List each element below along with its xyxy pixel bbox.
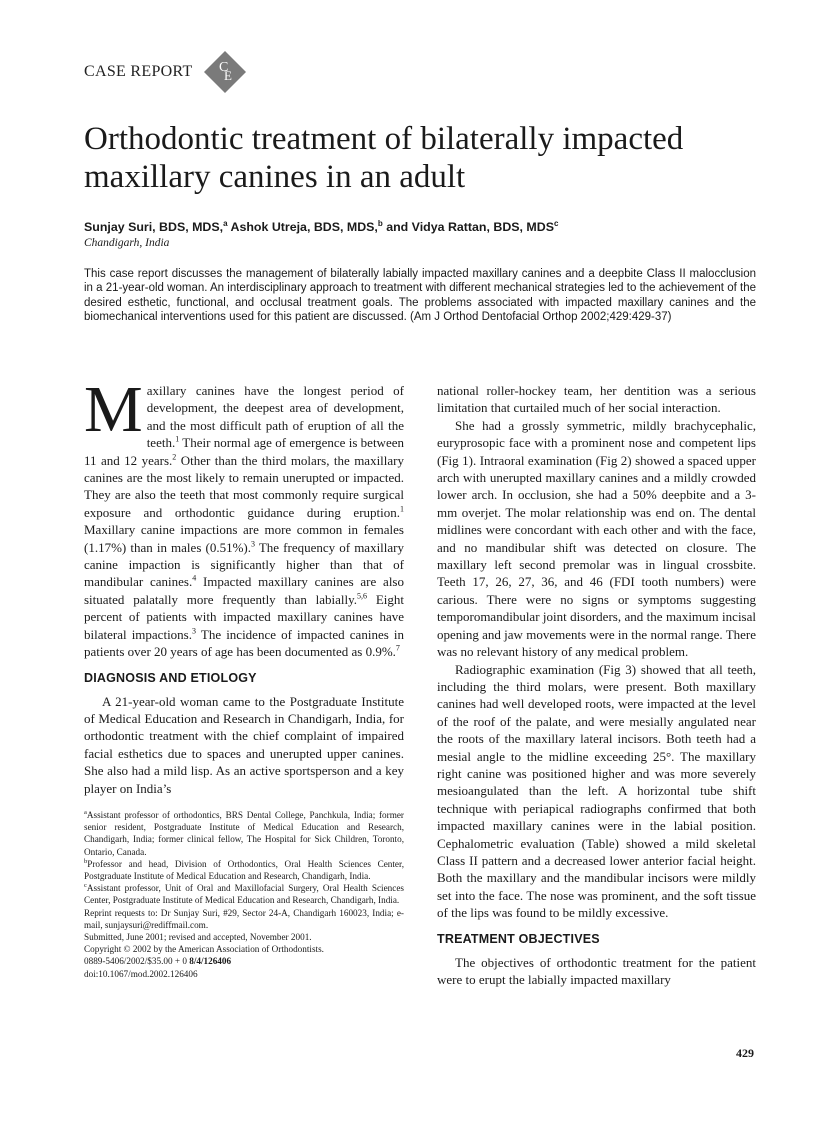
footnote-c: $^c$Assistant professor, Unit of Oral and Maxillofacial Surgery, Oral Health Sciences Center, Postgraduate Institute of Medical Education and Research, Chandigarh, India. [84, 882, 404, 906]
author-1: Sunjay Suri, BDS, MDS, [84, 220, 224, 235]
footnote-b: $^b$Professor and head, Division of Orthodontics, Oral Health Sciences Center, Postgraduate Institute of Medical Education and Research, Chandigarh, India. [84, 857, 404, 881]
page-header [84, 50, 247, 94]
author-3: and Vidya Rattan, BDS, MDS [382, 220, 554, 235]
reprint-requests: Reprint requests to: Dr Sunjay Suri, #29, Sector 24-A, Chandigarh 160023, India; e-mail, sunjaysuri@rediffmail.com. [84, 907, 404, 930]
author-3-marker: c [553, 219, 559, 228]
footnote-a: $^a$Assistant professor of orthodontics, BRS Dental College, Panchkula, India; former senior resident, Postgraduate Institute of Medical Education and Research, Chandigarh, India; former clinical fellow, The Hospital for Sick Children, Toronto, Ontario, Canada. [84, 808, 404, 857]
right-paragraph-2: She had a grossly symmetric, mildly brachycephalic, euryprosopic face with a prominent nose and competent lips (Fig 1). Intraoral examination (Fig 2) showed a spaced upper arch with unerupted maxillary canines and a mildly crowded lower arch. In occlusion, she had a 50% deepbite and a 3-mm overjet. The molar relationship was end on. The dental midlines were concordant with each other and with the face, and no mandibular shift was detected on closure. The maxillary left second premolar was in lingual crossbite. Teeth 17, 26, 27, 36, and 46 (FDI tooth numbers) were carious. There were no signs or symptoms suggesting temporomandibular joint disorders, and the maximum incisal opening and jaw movements were in the normal range. There was no relevant history of any medical problem. [437, 417, 756, 660]
right-column [437, 382, 756, 988]
drop-cap: M [84, 373, 143, 446]
footnotes [84, 809, 404, 980]
author-2: Ashok Utreja, BDS, MDS, [227, 220, 378, 235]
diagnosis-paragraph: A 21-year-old woman came to the Postgraduate Institute of Medical Education and Research in Chandigarh, India, for orthodontic treatment with the chief complaint of impaired facial esthetics due to spaces and unerupted upper canines. She also had a mild lisp. As an active sportsperson and a key player on India’s [84, 693, 404, 796]
right-paragraph-3: Radiographic examination (Fig 3) showed that all teeth, including the third molars, were present. Both maxillary canines had well developed roots, were impacted at the level of the roof of the palate, and were mesially angulated near the roots of the maxillary lateral incisors. Both teeth had a mesial angle to the midline exceeding 25°. The maxillary right canine was positioned higher and was more severely mesioangulated than the left. A horizontal tube shift technique with periapical radiographs confirmed that both impacted maxillary canines were in the labial position. Cephalometric evaluation (Table) showed a mild skeletal Class II pattern and a decreased lower anterior facial height. Both the maxillary and the mandibular incisors were mildly set into the face. The nose was prominent, and the soft tissue of the lips was found to be mildly excessive. [437, 661, 756, 921]
logo-letter-c: C [218, 60, 228, 75]
doi: doi:10.1067/mod.2002.126406 [84, 968, 198, 979]
heading-diagnosis: DIAGNOSIS AND ETIOLOGY [84, 670, 257, 685]
right-paragraph-4: The objectives of orthodontic treatment for the patient were to erupt the labially impacted maxillary [437, 954, 756, 987]
right-paragraph-1: national roller-hockey team, her dentition was a serious limitation that curtailed much of her social interaction. [437, 383, 756, 416]
logo-letter-e: E [223, 68, 232, 83]
intro-paragraph: Maxillary canines have the longest period of development, the deepest area of development, and the most difficult path of eruption of all the teeth.$^1$ Their normal age of emergence is between 11 and 12 years.$^2$ Other than the third molars, the maxillary canines are the most likely to remain unerupted or impacted. They are also the teeth that most commonly require surgical exposure and orthodontic guidance during eruption.$^1$ Maxillary canine impactions are more common in females (1.17%) than in males (0.51%).$^3$ The frequency of maxillary canine impaction is significantly higher than that of mandibular canines.$^4$ Impacted maxillary canines are also situated palatally more frequently than labially.$^{5,6}$ Eight percent of patients with impacted maxillary canines have bilateral impactions.$^3$ The incidence of impacted canines in patients over 20 years of age has been documented as 0.9%.$^7$ [84, 373, 405, 660]
left-column [84, 373, 405, 980]
abstract: This case report discusses the management of bilaterally labially impacted maxillary canines and a deepbite Class II malocclusion in a 21-year-old woman. An interdisciplinary approach to treatment with different mechanical strategies led to the achievement of the desired esthetic, functional, and occlusal treatment goals. The problems associated with impacted maxillary canines and the biomechanical interventions used for this patient are discussed. (Am J Orthod Dentofacial Orthop 2002;429:429-37) [84, 268, 756, 323]
author-list [84, 219, 558, 234]
article-title: Orthodontic treatment of bilaterally impacted maxillary canines in an adult [84, 121, 684, 195]
case-report-label: CASE REPORT [84, 63, 193, 80]
page-number: 429 [736, 1046, 754, 1060]
author-1-marker: a [223, 219, 228, 228]
submitted-date: Submitted, June 2001; revised and accepted, November 2001. [84, 931, 312, 942]
issn: 0889-5406/2002/$35.00 + 0 8/4/126406 [84, 956, 232, 967]
author-2-marker: b [377, 219, 383, 228]
copyright: Copyright © 2002 by the American Association of Orthodontists. [84, 944, 324, 955]
affiliation: Chandigarh, India [84, 237, 170, 249]
ce-logo [203, 50, 247, 94]
heading-objectives: TREATMENT OBJECTIVES [437, 931, 600, 946]
